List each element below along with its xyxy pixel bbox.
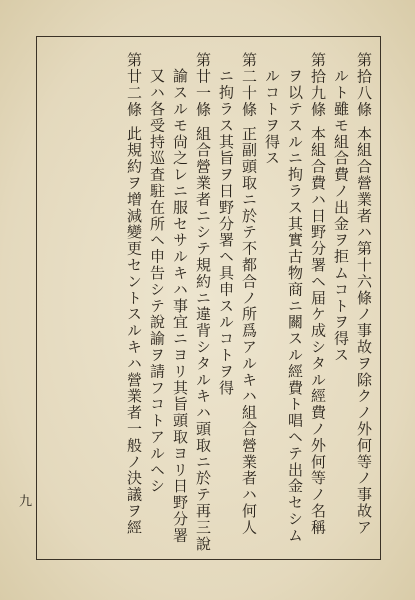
- page-number: 九: [16, 494, 31, 507]
- article-text: 此規約ヲ增減變更セントスルキハ營業者一般ノ決議ヲ經: [125, 125, 143, 536]
- text-column-3: [308, 52, 327, 552]
- text-column-11: [124, 52, 143, 552]
- article-heading: 第廿一條: [194, 52, 212, 118]
- article-heading: 第拾八條: [355, 52, 373, 118]
- article-text: 本組合費ハ日野分署ヘ届ケ成シタル經費ノ外何等ノ名稱: [309, 125, 327, 536]
- text-column-9: [170, 52, 189, 552]
- text-column-5: [262, 52, 281, 552]
- article-heading: 第二十條: [240, 52, 258, 118]
- article-text: 組合營業者ニシテ規約ニ違背シタルキハ頭取ニ於テ再三說: [194, 125, 212, 552]
- article-text: 又ハ各受持巡査駐在所ヘ申告シテ說諭ヲ請フコトアルヘシ: [148, 68, 166, 495]
- article-text: ルコトヲ得ス: [263, 68, 281, 167]
- article-text: ニ拘ラス其旨ヲ日野分署ヘ具申スルコトヲ得: [217, 68, 235, 396]
- article-heading: 第拾九條: [309, 52, 327, 118]
- article-heading: 第廿二條: [125, 52, 143, 118]
- article-text: 正副頭取ニ於テ不都合ノ所爲アルキハ組合營業者ハ何人: [240, 125, 258, 536]
- article-text: 本組合營業者ハ第十六條ノ事故ヲ除クノ外何等ノ事故ア: [355, 125, 373, 536]
- text-column-7: [216, 52, 235, 552]
- text-columns: [120, 52, 373, 552]
- text-column-1: [354, 52, 373, 552]
- article-text: 諭スルモ尙之レニ服セサルキハ事宜ニヨリ其旨頭取ヨリ日野分署: [171, 68, 189, 544]
- article-text: ヲ以テスルニ拘ラス其實古物商ニ關スル經費ト唱ヘテ出金セシム: [286, 68, 304, 544]
- text-column-2: [331, 52, 350, 552]
- text-column-6: [239, 52, 258, 552]
- text-column-4: [285, 52, 304, 552]
- text-column-10: [147, 52, 166, 552]
- text-column-8: [193, 52, 212, 552]
- article-text: ルト雖モ組合費ノ出金ヲ拒ムコトヲ得ス: [332, 68, 350, 364]
